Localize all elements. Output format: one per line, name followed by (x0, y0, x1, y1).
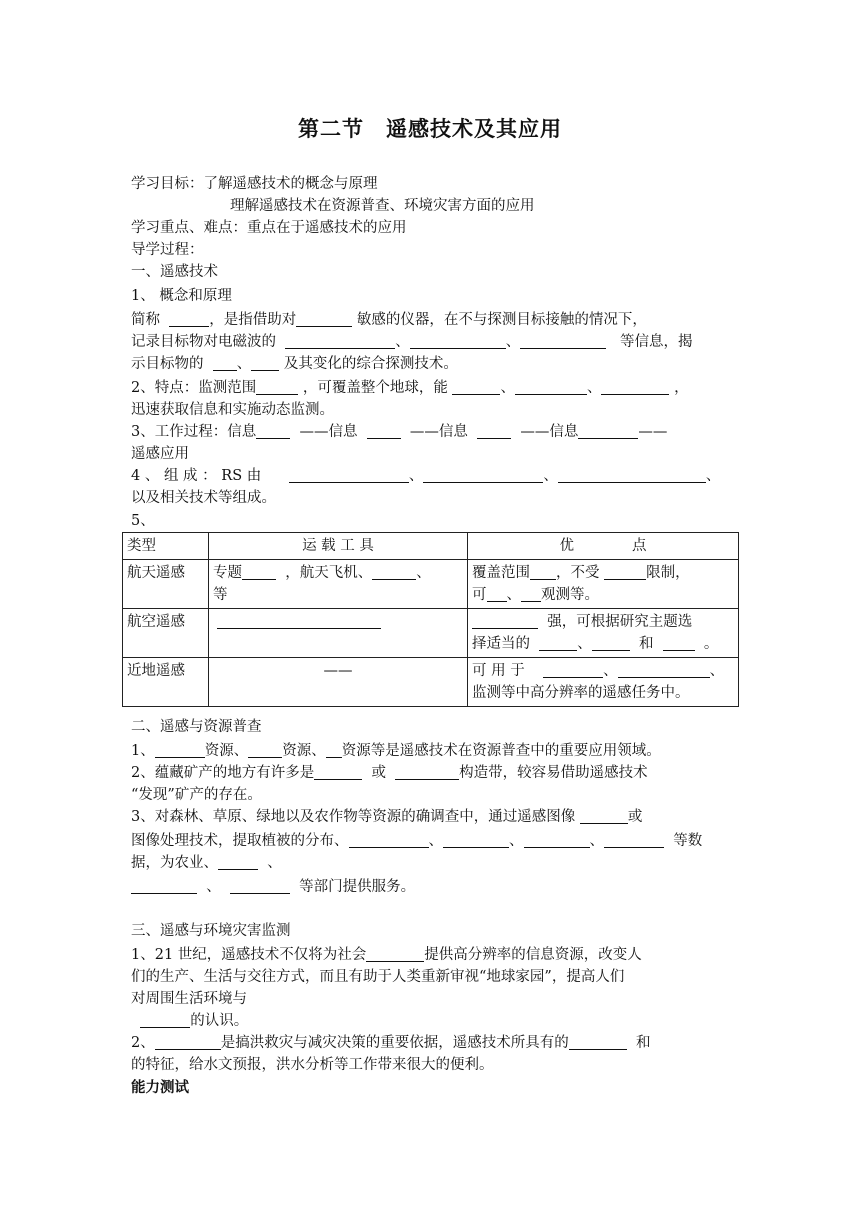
row-carrier: —— (209, 658, 468, 707)
table-row (123, 658, 739, 707)
blank[interactable] (155, 1034, 221, 1050)
blank[interactable] (520, 333, 606, 349)
blank[interactable] (592, 635, 630, 651)
blank[interactable] (569, 1034, 627, 1050)
item1-title: 1、 概念和原理 (131, 288, 232, 304)
blank[interactable] (410, 333, 506, 349)
blank[interactable] (296, 311, 352, 327)
table-header-row (123, 533, 739, 560)
blank[interactable] (477, 423, 511, 439)
key-points: 学习重点、难点：重点在于遥感技术的应用 (131, 220, 407, 236)
blank[interactable] (443, 832, 509, 848)
blank[interactable] (452, 379, 500, 395)
process-label: 导学过程： (131, 242, 204, 258)
remote-sensing-types-table (122, 532, 739, 707)
blank[interactable] (539, 635, 577, 651)
header-advantages: 优 点 (468, 533, 739, 560)
item3-line-a: 3、工作过程：信息 ——信息 ——信息 ——信息 —— (131, 424, 668, 440)
table-row (123, 560, 739, 609)
row-advantages: 强，可根据研究主题选 择适当的 、 和 。 (468, 609, 739, 658)
section2-line-2b: “发现”矿产的存在。 (131, 787, 262, 803)
item1-line-c: 示目标物的 、 及其变化的综合探测技术。 (131, 356, 458, 372)
blank[interactable] (248, 742, 282, 758)
blank[interactable] (530, 564, 556, 580)
blank[interactable] (601, 379, 669, 395)
table-row (123, 609, 739, 658)
row-carrier: 专题 ，航天飞机、 、 等 (209, 560, 468, 609)
item3-line-b: 遥感应用 (131, 446, 189, 462)
blank[interactable] (131, 878, 197, 894)
blank[interactable] (230, 878, 290, 894)
row-advantages: 覆盖范围 ，不受 限制， 可 、 观测等。 (468, 560, 739, 609)
blank[interactable] (218, 854, 258, 870)
section2-line-3: 3、对森林、草原、绿地以及农作物等资源的确调查中，通过遥感图像 或 (131, 809, 643, 825)
item1-line-b: 记录目标物对电磁波的 、 、 等信息，揭 (131, 334, 693, 350)
blank[interactable] (372, 564, 416, 580)
page-title: 第二节 遥感技术及其应用 (298, 117, 562, 141)
item4-line-b: 以及相关技术等组成。 (131, 490, 276, 506)
item1-line-a: 简称 ，是指借助对 敏感的仪器，在不与探测目标接触的情况下， (131, 312, 647, 328)
row-advantages: 可 用 于 、 、 监测等中高分辨率的遥感任务中。 (468, 658, 739, 707)
section3-line-1b: 们的生产、生活与交往方式，而且有助于人类重新审视“地球家园”，提高人们 (131, 969, 625, 985)
section1-heading: 一、遥感技术 (131, 264, 218, 280)
blank[interactable] (366, 946, 424, 962)
blank[interactable] (543, 662, 603, 678)
blank[interactable] (472, 613, 538, 629)
blank[interactable] (524, 832, 590, 848)
section2-line-3c: 据，为农业、 、 (131, 855, 282, 871)
blank[interactable] (580, 808, 628, 824)
section3-line-1c: 对周围生活环境与 (131, 991, 247, 1007)
blank[interactable] (213, 355, 237, 371)
section2-line-1: 1、 资源、 资源、 资源等是遥感技术在资源普查中的重要应用领域。 (131, 743, 661, 759)
section3-heading: 三、遥感与环境灾害监测 (131, 923, 291, 939)
blank[interactable] (515, 379, 587, 395)
blank[interactable] (663, 635, 695, 651)
section2-line-2: 2、蕴藏矿产的地方有许多是 或 构造带，较容易借助遥感技术 (131, 765, 648, 781)
blank[interactable] (289, 467, 409, 483)
blank[interactable] (140, 1012, 190, 1028)
learning-goals-line (131, 173, 731, 195)
section3-line-1: 1、21 世纪，遥感技术不仅将为社会 提供高分辨率的信息资源，改变人 (131, 947, 642, 963)
section2-heading: 二、遥感与资源普查 (131, 719, 262, 735)
goals-label: 学习目标： (131, 176, 204, 192)
blank[interactable] (285, 333, 395, 349)
header-carrier: 运 载 工 具 (209, 533, 468, 560)
goal-1: 了解遥感技术的概念与原理 (203, 176, 378, 192)
item2-line-b: 迅速获取信息和实施动态监测。 (131, 402, 334, 418)
blank[interactable] (521, 586, 541, 602)
blank[interactable] (487, 586, 507, 602)
blank[interactable] (169, 311, 209, 327)
goal-2: 理解遥感技术在资源普查、环境灾害方面的应用 (230, 198, 535, 214)
section2-line-3d: 、 等部门提供服务。 (131, 876, 731, 898)
blank[interactable] (251, 355, 279, 371)
ability-test-heading: 能力测试 (131, 1080, 189, 1096)
row-type: 近地遥感 (123, 658, 209, 707)
blank[interactable] (326, 742, 342, 758)
blank[interactable] (367, 423, 401, 439)
blank[interactable] (349, 832, 429, 848)
section3-line-2: 2、 是搞洪救灾与减灾决策的重要依据，遥感技术所具有的 和 (131, 1035, 651, 1051)
blank[interactable] (242, 564, 276, 580)
item5-label: 5、 (131, 513, 155, 529)
item2-line-a: 2、特点：监测范围 ，可覆盖整个地球，能 、 、 ， (131, 380, 689, 396)
blank[interactable] (423, 467, 543, 483)
section2-line-3b: 图像处理技术，提取植被的分布、 、 、 、 等数 (131, 833, 703, 849)
blank[interactable] (217, 613, 381, 629)
section3-line-1d: 的认识。 (131, 1010, 731, 1032)
blank[interactable] (578, 423, 638, 439)
row-carrier (209, 609, 468, 658)
header-type: 类型 (123, 533, 209, 560)
blank[interactable] (256, 379, 298, 395)
blank[interactable] (395, 764, 459, 780)
item4-line-a: 4 、 组 成 ： RS 由 、 、 、 (131, 468, 721, 484)
blank[interactable] (256, 423, 290, 439)
blank[interactable] (604, 832, 664, 848)
blank[interactable] (558, 467, 706, 483)
blank[interactable] (314, 764, 362, 780)
blank[interactable] (155, 742, 205, 758)
section3-line-2b: 的特征，给水文预报，洪水分析等工作带来很大的便利。 (131, 1057, 494, 1073)
row-type: 航天遥感 (123, 560, 209, 609)
blank[interactable] (618, 662, 710, 678)
row-type: 航空遥感 (123, 609, 209, 658)
blank[interactable] (604, 564, 646, 580)
